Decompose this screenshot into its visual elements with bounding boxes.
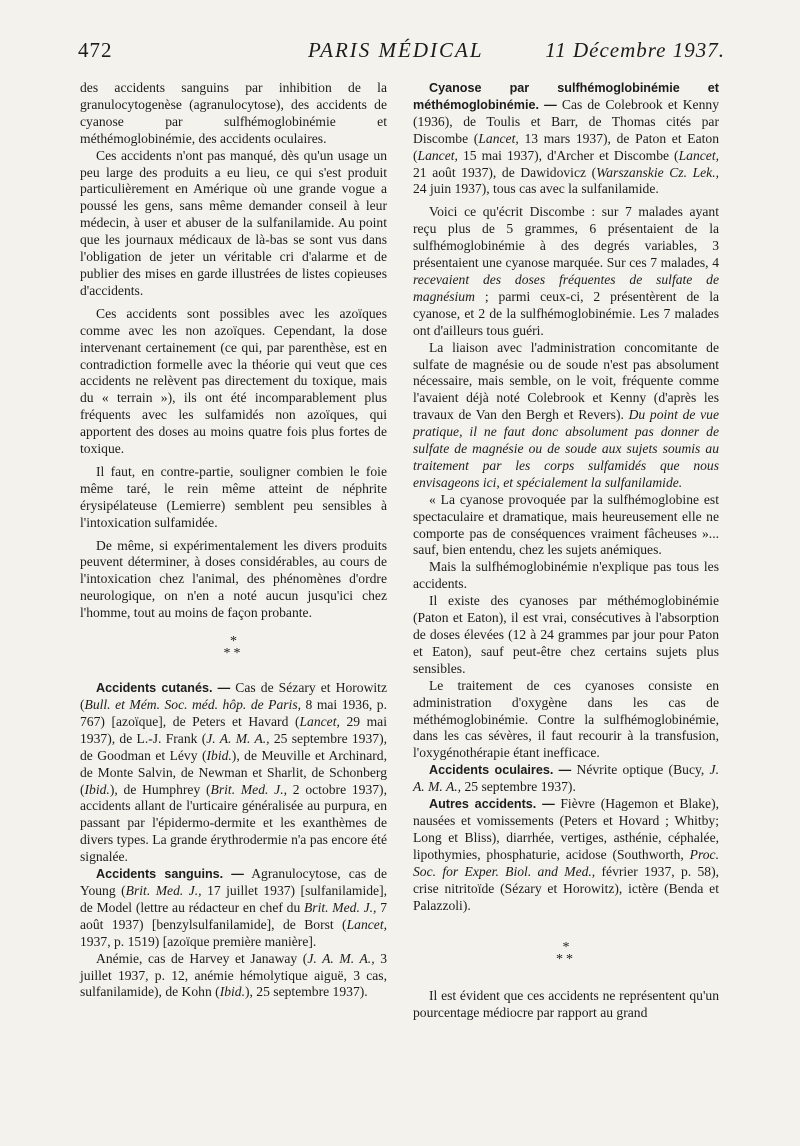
- paragraph: Il existe des cyanoses par méthémoglobinémie (Paton et Eaton), il est vrai, consécutives à l'absorption de doses élevées (12 à 24 grammes par jour pour Paton et Eaton), sauf peut-être chez certains sujets plus sensibles.: [413, 593, 719, 676]
- paragraph-accidents-sanguins: Accidents sanguins. — Agranulocytose, cas de Young (Brit. Med. J., 17 juillet 1937) [sulfanilamide], de Model (lettre au rédacteur en chef du Brit. Med. J., 7 août 1937) [benzylsulfanilamide], de Borst (Lancet, 1937, p. 1519) [azoïque première manière].: [80, 866, 388, 949]
- paragraph-final: Il est évident que ces accidents ne représentent qu'un pourcentage médiocre par rapport au grand: [413, 988, 719, 1021]
- paragraph-anemie: Anémie, cas de Harvey et Janaway (J. A. M. A., 3 juillet 1937, p. 12, anémie hémolytique aiguë, 3 cas, sulfanilamide), de Kohn (Ibid.), 25 septembre 1937).: [80, 950, 388, 1000]
- journal-title: PARIS MÉDICAL: [308, 38, 484, 62]
- paragraph-quote: « La cyanose provoquée par la sulfhémoglobine est spectaculaire et dramatique, mais heureusement elle ne comporte pas de conséquences vraiment fâcheuses »... sauf, bien entendu, chez les sujets anémiques.: [413, 491, 719, 558]
- left-column: [80, 80, 387, 1001]
- page-number: 472: [78, 38, 113, 62]
- right-column: [413, 80, 719, 1022]
- paragraph-cyanose: Cyanose par sulfhémoglobinémie et méthémoglobinémie. — Cas de Colebrook et Kenny (1936), de Toulis et Barr, de Thomas cités par Discombe (Lancet, 13 mars 1937), de Paton et Eaton (Lancet, 15 mai 1937), d'Archer et Discombe (Lancet, 21 août 1937), de Dawidovicz (Warszanskie Cz. Lek., 24 juin 1937), tous cas avec la sulfanilamide.: [413, 81, 720, 197]
- paragraph: Mais la sulfhémoglobinémie n'explique pas tous les accidents.: [413, 559, 719, 592]
- paragraph: Ces accidents n'ont pas manqué, dès qu'un usage un peu large des produits a eu lieu, ce qui s'est produit particulièrement en Amérique où une grande vogue a poussé les gens, sans même demander conseil à leur médecin, à user et abuser de la sulfanilamide. Au point que les journaux médicaux de là-bas se sont vus dans l'obligation de jeter un véritable cri d'alarme et de publier des mises en garde illustrées de listes copieuses d'accidents.: [80, 147, 387, 298]
- paragraph-autres-accidents: Autres accidents. — Fièvre (Hagemon et Blake), nausées et vomissements (Peters et Hovard ; Whitby; Long et Bliss), diarrhée, vertiges, asthénie, céphalée, lipothymies, phosphaturie, acidose (Southworth, Proc. Soc. for Exper. Biol. and Med., février 1937, p. 58), crise nitritoïde (Sézary et Horowitz), ictère (Benda et Palazzoli).: [413, 796, 720, 913]
- section-heading: Accidents cutanés. —: [96, 681, 231, 696]
- section-heading: Autres accidents. —: [429, 797, 555, 812]
- paragraph: Il faut, en contre-partie, souligner combien le foie même taré, le rein même atteint de néphrite érysipélateuse (Lemierre) semblent peu sensibles à l'intoxication sulfamidée.: [80, 463, 387, 530]
- running-header: [78, 38, 725, 68]
- paragraph-discombe: Voici ce qu'écrit Discombe : sur 7 malades ayant reçu plus de 5 grammes, 6 présentaient de la sulfhémoglobinémie à des degrés variables, 3 présentaient une cyanose marquée. Sur ces 7 malades, 4 recevaient des doses fréquentes de sulfate de magnésium ; parmi ceux-ci, 2 présentèrent de la cyanose, et 2 de la sulfhémoglobinémie. Les 7 malades ont d'ailleurs tous guéri.: [413, 204, 719, 338]
- paragraph-accidents-cutanes: Accidents cutanés. — Cas de Sézary et Horowitz (Bull. et Mém. Soc. méd. hôp. de Paris, 8 mai 1936, p. 767) [azoïque], de Peters et Havard (Lancet, 29 mai 1937), de L.-J. Frank (J. A. M. A., 25 septembre 1937), de Goodman et Lévy (Ibid.), de Meuville et Archinard, de Monte Salvin, de Newman et Sharlit, de Schonberg (Ibid.), de Humphrey (Brit. Med. J., 2 octobre 1937), accidents allant de l'urticaire généralisée au purpura, en passant par l'épidermo-dermite et les exanthèmes de divers types. La grande érythrodermie n'a pas encore été signalée.: [80, 680, 387, 865]
- paragraph: Ces accidents sont possibles avec les azoïques comme avec les non azoïques. Cependant, la dose intervenant certainement (ce qui, par parenthèse, est en contradiction formelle avec la théorie qui veut que ces accidents ne relèvent pas directement du toxique, mais du « terrain »), ils ont été incomparablement plus fréquents avec les sulfamidés non azoïques, qui apportent des doses au moins quatre fois plus fortes de toxique.: [80, 305, 387, 457]
- paragraph: des accidents sanguins par inhibition de la granulocytogenèse (agranulocytose), des accidents de cyanose par sulfhémoglobinémie et méthémoglobinémie, des accidents oculaires.: [80, 80, 387, 146]
- paragraph-liaison: La liaison avec l'administration concomitante de sulfate de magnésie ou de soude n'est pas absolument nécessaire, mais semble, on le voit, fréquente comme l'avaient déjà noté Colebrook et Kenny (d'après les travaux de Van den Bergh et Revers). Du point de vue pratique, il ne faut donc absolument pas donner de sulfate de magnésie ou de soude aux sujets soumis au traitement par les corps sulfamidés que nous envisageons ici, et spécialement la sulfanilamide.: [413, 339, 719, 490]
- section-heading: Accidents oculaires. —: [429, 763, 572, 778]
- section-separator: * **: [556, 940, 576, 968]
- paragraph: De même, si expérimentalement les divers produits peuvent déterminer, à doses considérables, au cours de l'intoxication chez l'animal, des phénomènes d'ordre neurologique, on n'en a noté aucun jusqu'ici chez l'homme, tout au moins de façon probante.: [80, 537, 387, 621]
- issue-date: 11 Décembre 1937.: [545, 38, 725, 62]
- paragraph-accidents-oculaires: Accidents oculaires. — Névrite optique (Bucy, J. A. M. A., 25 septembre 1937).: [413, 762, 719, 795]
- section-heading: Cyanose par sulfhémoglobinémie et méthémoglobinémie. —: [413, 81, 719, 112]
- paragraph: Le traitement de ces cyanoses consiste en administration d'oxygène dans les cas de méthémoglobinémie. Contre la sulfhémoglobinémie, dans les cas sévères, il faut recourir à la transfusion, l'oxygénothérapie étant inefficace.: [413, 677, 719, 761]
- section-separator: * **: [223, 634, 244, 662]
- section-heading: Accidents sanguins. —: [96, 867, 244, 882]
